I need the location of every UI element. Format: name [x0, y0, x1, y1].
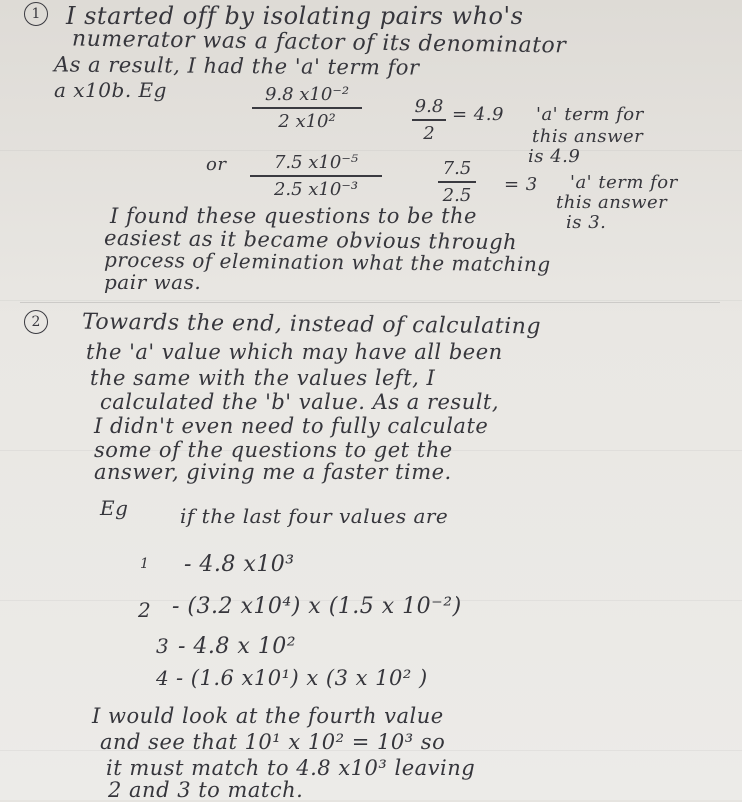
section-2-number: 2 — [24, 310, 48, 334]
section-1-conclusion-3: process of elemination what the matching — [103, 247, 551, 277]
section-2-line-4: calculated the 'b' value. As a result, — [100, 390, 500, 414]
example-1-numerator: 9.8 x10⁻² — [264, 84, 350, 105]
example-1-fraction — [252, 84, 362, 132]
example-2-simplified: 7.5 2.5 — [438, 158, 476, 206]
section-1-conclusion-2: easiest as it became obvious through — [103, 225, 518, 255]
section-2-line-7: answer, giving me a faster time. — [94, 460, 452, 484]
example-2-note-2: this answer — [556, 192, 668, 213]
section-1-number: 1 — [24, 2, 48, 26]
example-2-numerator: 7.5 x10⁻⁵ — [273, 152, 359, 173]
example-1-simplified: 9.8 2 — [412, 96, 446, 144]
section-1-line-4: a x10b. Eg — [54, 78, 167, 102]
section-1-conclusion-4: pair was. — [104, 270, 202, 294]
example-1-denominator: 2 x10² — [278, 110, 336, 132]
value-4-expression: - (1.6 x10¹) x (3 x 10² ) — [176, 666, 428, 690]
example-2-result: = 3 — [504, 174, 538, 195]
example-2-note-1: 'a' term for — [570, 172, 678, 193]
value-2-index: 2 — [138, 598, 152, 622]
example-1-note-3: is 4.9 — [528, 146, 581, 167]
value-4-index: 4 — [156, 666, 170, 690]
example-2-fraction — [250, 152, 382, 200]
section-1-line-3: As a result, I had the 'a' term for — [53, 52, 420, 80]
value-3-index: 3 — [156, 634, 170, 658]
section-2-line-5: I didn't even need to fully calculate — [94, 414, 489, 438]
section-2-line-2: the 'a' value which may have all been — [86, 340, 503, 364]
section-1-line-2: numerator was a factor of its denominator — [71, 26, 567, 59]
closing-line-2: and see that 10¹ x 10² = 10³ so — [100, 730, 446, 754]
section-2-eg-label: Eg — [100, 496, 129, 520]
section-2-eg-text: if the last four values are — [180, 504, 449, 528]
value-2-expression: - (3.2 x10⁴) x (1.5 x 10⁻²) — [172, 594, 462, 619]
section-1-line-1: I started off by isolating pairs who's — [66, 2, 524, 30]
example-1-note-1: 'a' term for — [536, 104, 644, 125]
closing-line-4: 2 and 3 to match. — [108, 778, 304, 802]
value-1-expression: - 4.8 x10³ — [184, 552, 295, 577]
section-2-line-6: some of the questions to get the — [94, 438, 453, 462]
example-2-denominator: 2.5 x10⁻³ — [273, 178, 359, 200]
section-2-line-3: the same with the values left, I — [90, 366, 436, 390]
example-1-note-2: this answer — [532, 126, 644, 147]
closing-line-3: it must match to 4.8 x10³ leaving — [106, 756, 476, 780]
section-2-line-1: Towards the end, instead of calculating — [81, 309, 542, 340]
value-1-index: 1 — [140, 556, 150, 572]
example-2-note-3: is 3. — [566, 212, 607, 233]
value-3-expression: - 4.8 x 10² — [178, 634, 297, 659]
section-1-conclusion-1: I found these questions to be the — [110, 204, 477, 228]
or-label: or — [206, 154, 227, 175]
example-1-result: = 4.9 — [452, 104, 504, 125]
closing-line-1: I would look at the fourth value — [92, 704, 444, 728]
